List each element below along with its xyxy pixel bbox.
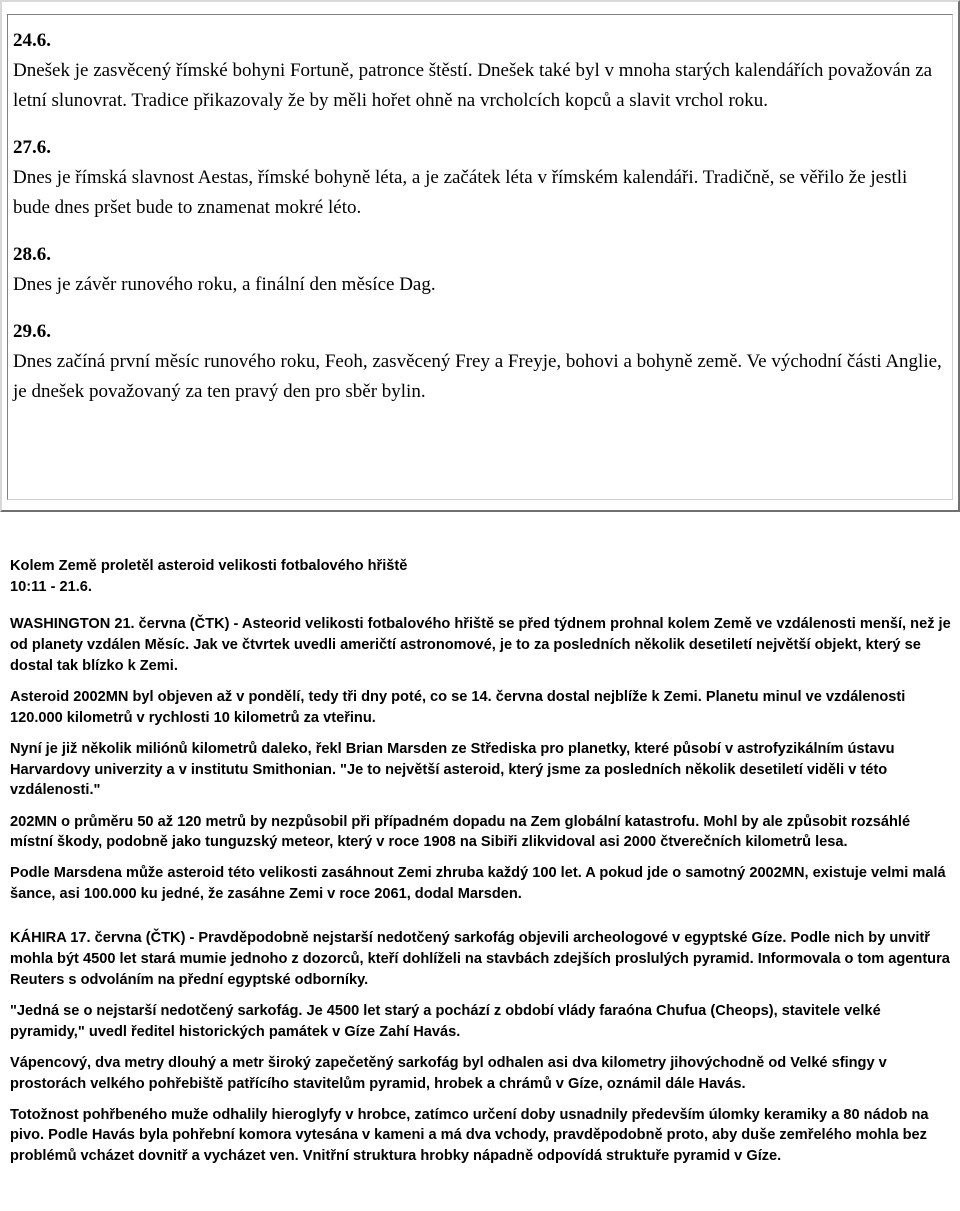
article-header [10,556,955,597]
calendar-date: 24.6. [13,30,51,51]
calendar-entry [13,317,945,407]
article-paragraph: Asteroid 2002MN byl objeven až v pondělí, tedy tři dny poté, co se 14. června dostal nejblíže k Zemi. Planetu minul ve vzdálenosti 120.000 kilometrů v rychlosti 10 kilometrů za vteřinu. [10,689,906,726]
article-paragraph: Vápencový, dva metry dlouhý a metr široký zapečetěný sarkofág byl odhalen asi dva kilometry jihovýchodně od Velké sfingy v prostorách velkého pohřebiště patřícího stavitelům pyramid, hrobek a chrámů v Gíze, oznámil dále Havás. [10,1054,887,1092]
calendar-text: Dnes začíná první měsíc runového roku, Feoh, zasvěcený Frey a Freyje, bohovi a bohyně země. Ve východní části Anglie, je dnešek považovaný za ten pravý den pro sběr bylin. [13,351,942,402]
article-headline: Kolem Země proletěl asteroid velikosti fotbalového hřiště [10,558,408,574]
calendar-text: Dnes je římská slavnost Aestas, římské bohyně léta, a je začátek léta v římském kalendáři. Tradičně, se věřilo že jestli bude dnes pršet bude to znamenat mokré léto. [13,167,908,218]
calendar-entry [13,133,945,223]
calendar-entry [13,240,945,300]
calendar-date: 29.6. [13,321,51,342]
calendar-text: Dnešek je zasvěcený římské bohyni Fortuně, patronce štěstí. Dnešek také byl v mnoha starých kalendářích považován za letní slunovrat. Tradice přikazovaly že by měli hořet ohně na vrcholcích kopců a slavit vrchol roku. [13,60,933,111]
article-dateline: 10:11 - 21.6. [10,578,92,595]
calendar-box [0,0,960,512]
article-paragraph: Podle Marsdena může asteroid této velikosti zasáhnout Zemi zhruba každý 100 let. A pokud jde o samotný 2002MN, existuje velmi malá šance, asi 100.000 ku jedné, že zasáhne Zemi v roce 2061, dodal Marsden. [10,865,946,903]
calendar-entry [13,26,945,116]
article-paragraph: Totožnost pohřbeného muže odhalily hieroglyfy v hrobce, zatímco určení doby usnadnily především úlomky keramiky a 80 nádob na pivo. Podle Havás byla pohřební komora vytesána v kameni a má dva vchody, pravděpodobně proto, aby duše zemřelého mohla bez problémů vcházet dovnitř a vycházet ven. Vnitřní struktura hrobky nápadně odpovídá struktuře pyramid v Gíze. [10,1106,929,1165]
article-paragraph: WASHINGTON 21. června (ČTK) - Asteorid velikosti fotbalového hřiště se před týdnem prohnal kolem Země ve vzdálenosti menší, než je od planety vzdálen Měsíc. Jak ve čtvrtek uvedli američtí astronomové, je to za posledních několik desetiletí největší objekt, který se dostal tak blízko k Zemi. [10,616,951,674]
article-paragraph: "Jedná se o nejstarší nedotčený sarkofág. Je 4500 let starý a pochází z období vlády faraóna Chufua (Cheops), stavitele velké pyramidy," uvedl ředitel historických památek v Gíze Zahí Havás. [10,1002,881,1040]
news-section [10,556,955,1177]
calendar-inner-panel [7,14,953,500]
calendar-date: 27.6. [13,137,51,158]
article-paragraph: KÁHIRA 17. června (ČTK) - Pravděpodobně nejstarší nedotčený sarkofág objevili archeologové v egyptské Gíze. Podle nich by unvitř mohla být 4500 let stará mumie jednoho z dozorců, kteří dohlíželi na stavbách zdejších proslulých pyramid. Informovala o tom agentura Reuters s odvoláním na přední egyptské odborníky. [10,930,950,988]
calendar-text: Dnes je závěr runového roku, a finální den měsíce Dag. [13,274,436,295]
article-separator [10,915,955,928]
calendar-date: 28.6. [13,244,51,265]
article-paragraph: Nyní je již několik miliónů kilometrů daleko, řekl Brian Marsden ze Střediska pro planetky, které působí v astrofyzikálním ústavu Harvardovy univerzity a v institutu Smithonian. "Je to největší asteroid, který jsme za posledních několik desetiletí viděli v této vzdálenosti." [10,740,895,799]
article-paragraph: 202MN o průměru 50 až 120 metrů by nezpůsobil při případném dopadu na Zem globální katastrofu. Mohl by ale způsobit rozsáhlé místní škody, podobně jako tunguzský meteor, který v roce 1908 na Sibiři zlikvidoval asi 2000 čtverečních kilometrů lesa. [10,813,911,851]
